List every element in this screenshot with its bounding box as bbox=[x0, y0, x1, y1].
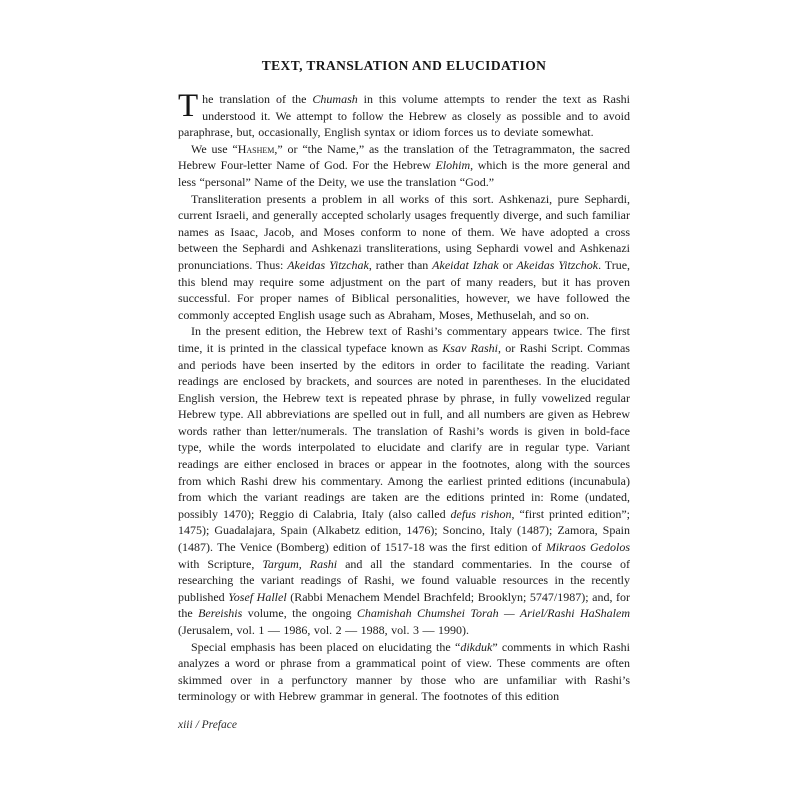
body-text bbox=[178, 88, 631, 705]
paragraph bbox=[178, 639, 630, 705]
text-segment: or bbox=[498, 257, 517, 272]
text-segment: Mikraos Gedolos bbox=[545, 540, 630, 555]
drop-cap: T bbox=[178, 88, 199, 124]
paragraph bbox=[178, 191, 630, 324]
text-segment: , rather than bbox=[368, 257, 433, 272]
text-segment: he translation of the bbox=[202, 92, 313, 106]
paragraph bbox=[178, 88, 630, 141]
text-segment: We use “ bbox=[191, 141, 238, 156]
text-column bbox=[178, 58, 630, 705]
page-title: TEXT, TRANSLATION AND ELUCIDATION bbox=[261, 58, 547, 73]
text-segment: with Scripture, bbox=[178, 556, 263, 571]
text-segment: Transliteration presents a problem in all works of this sort. Ashkenazi, pure Sephardi, current Israeli, and generally accepted scholarly usages frequently diverge, and such familiar names as Isaac, Jacob, and Moses conform to none of them. We have adopted a cross between the Sephardi and Ashkenazi transliterations, using Sephardi vowel and Ashkenazi pronunciations. Thus: bbox=[178, 191, 630, 272]
text-segment: and all the standard commentaries. In the course of researching the variant readings of Rashi, we found valuable resources in the recently published bbox=[178, 556, 630, 604]
text-segment: Akeidas Yitzchak bbox=[287, 257, 369, 272]
text-segment: ” comments in which Rashi analyzes a word or phrase from a grammatical point of view. These comments are often skimmed over in a perfunctory manner by those who are unfamiliar with Rashi’s terminology or with Hebrew grammar in general. The footnotes of this edition bbox=[178, 639, 630, 704]
text-segment: Yosef Hallel bbox=[228, 589, 287, 604]
page-footer bbox=[178, 719, 237, 731]
text-segment: Ksav Rashi bbox=[442, 340, 498, 355]
text-segment: in this volume attempts to render the text as Rashi understood it. We attempt to follow the Hebrew as closely as possible and to avoid paraphrase, but, occasionally, English syntax or idiom forces us to deviate somewhat. bbox=[178, 92, 630, 140]
text-segment: Chumash bbox=[312, 92, 358, 106]
text-segment: Akeidas Yitzchok bbox=[516, 257, 599, 272]
text-segment: volume, the ongoing bbox=[242, 606, 357, 621]
text-segment: defus rishon bbox=[450, 506, 512, 521]
text-segment: Akeidat Izhak bbox=[432, 257, 499, 272]
text-segment: , which is the more general and less “personal” Name of the Deity, we use the translation “God.” bbox=[178, 158, 631, 189]
text-segment: Targum, Rashi bbox=[262, 556, 338, 571]
footer-text: xiii / Preface bbox=[178, 719, 237, 731]
text-segment: . True, this blend may require some adjustment on the part of many readers, but it has proven successful. For proper names of Biblical personalities, however, we have followed the commonly accepted English usage such as Abraham, Moses, Methuselah, and so on. bbox=[178, 257, 631, 322]
text-segment: Special emphasis has been placed on elucidating the “ bbox=[191, 639, 461, 654]
text-segment: ,” or “the Name,” as the translation of the Tetragrammaton, the sacred Hebrew Four-letter Name of God. For the Hebrew bbox=[178, 141, 631, 173]
paragraph bbox=[178, 323, 630, 638]
text-segment: Chamishah Chumshei Torah — Ariel/Rashi HaShalem bbox=[356, 606, 630, 621]
text-segment: , “first printed edition”; 1475); Guadalajara, Spain (Alkabetz edition, 1476); Soncino, Italy (1487); Zamora, Spain (1487). The Venice (Bomberg) edition of 1517-18 was the first edition of bbox=[178, 506, 630, 555]
text-segment: Elohim bbox=[435, 158, 471, 173]
text-segment: Hashem bbox=[237, 141, 275, 156]
text-segment: dikduk bbox=[460, 639, 493, 654]
text-segment: In the present edition, the Hebrew text of Rashi’s commentary appears twice. The first time, it is printed in the classical typeface known as bbox=[178, 324, 630, 355]
text-segment: (Jerusalem, vol. 1 — 1986, vol. 2 — 1988, vol. 3 — 1990). bbox=[178, 623, 469, 637]
text-segment: , or Rashi Script. Commas and periods have been inserted by the editors in order to facilitate the reading. Variant readings are enclosed by brackets, and sources are noted in parentheses. In the elucidated English version, the Hebrew text is repeated phrase by phrase, in fully vowelized regular Hebrew type. All abbreviations are spelled out in full, and all numbers are given as Hebrew words rather than letter/numerals. The translation of Rashi’s words is given in bold-face type, while the words interpolated to elucidate and clarify are in regular type. Variant readings are either enclosed in braces or appear in the footnotes, along with the sources from which Rashi drew his commentary. Among the earliest printed editions (incunabula) from which the variant readings are taken are the editions printed in: Rome (undated, possibly 1470); Reggio di Calabria, Italy (also called bbox=[178, 340, 630, 521]
text-segment: Bereishis bbox=[198, 606, 243, 621]
paragraph bbox=[178, 141, 630, 191]
text-segment: (Rabbi Menachem Mendel Brachfeld; Brooklyn; 5747/1987); and, for the bbox=[178, 589, 630, 621]
